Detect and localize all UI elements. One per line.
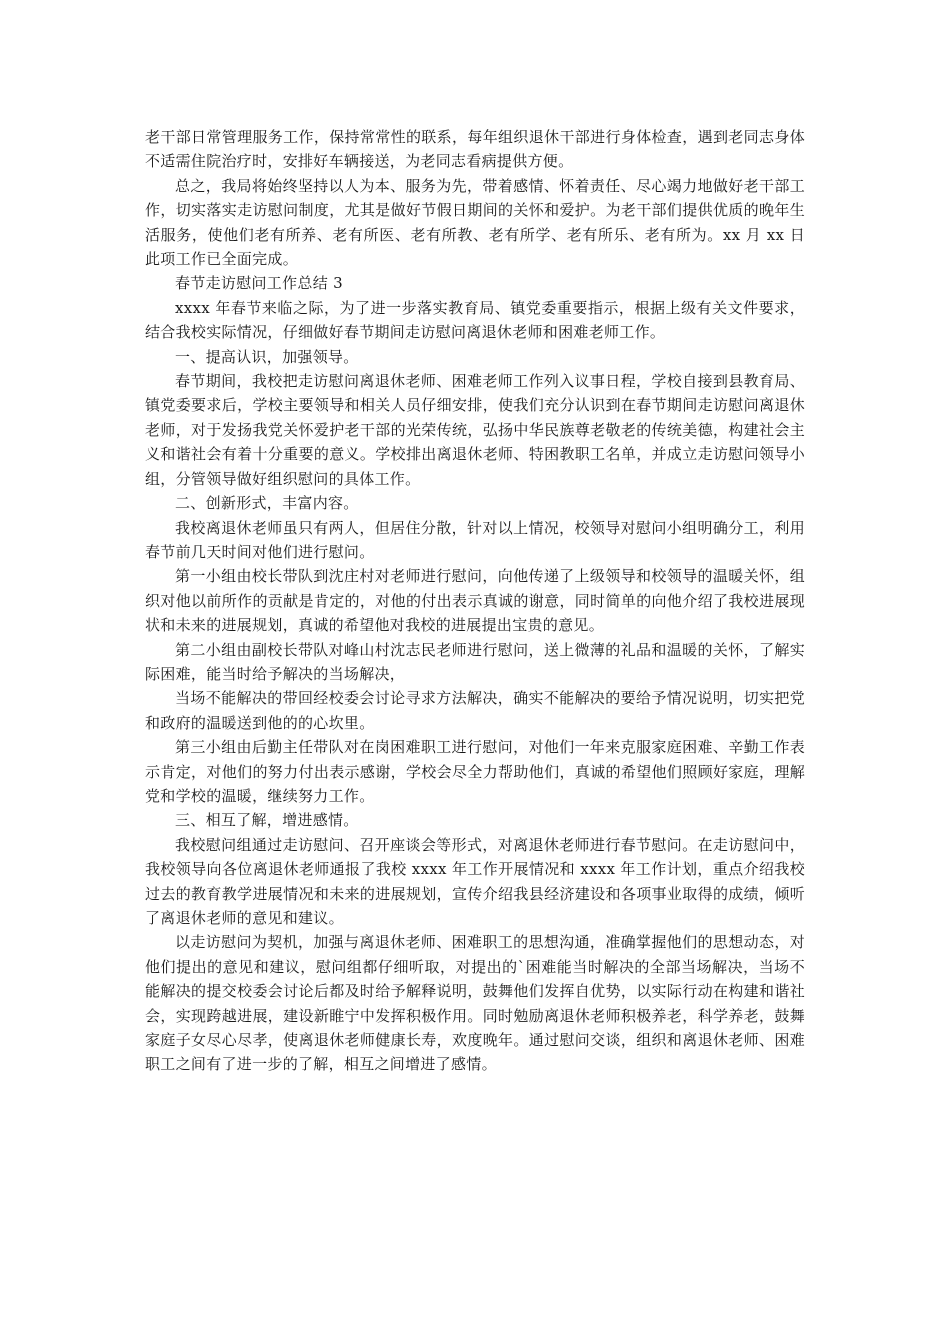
paragraph-summary: 总之，我局将始终坚持以人为本、服务为先，带着感情、怀着责任、尽心竭力地做好老干部工作，切实落实走访慰问制度，尤其是做好节假日期间的关怀和爱护。为老干部们提供优质的晚年生活服务，使他们老有所养、老有所医、老有所教、老有所学、老有所乐、老有所为。xx 月 xx 日此项工作已全面完成。 xyxy=(145,176,805,269)
paragraph: 第一小组由校长带队到沈庄村对老师进行慰问，向他传递了上级领导和校领导的温暖关怀，组织对他以前所作的贡献是肯定的，对他的付出表示真诚的谢意，同时简单的向他介绍了我校进展现状和未来的进展规划，真诚的希望他对我校的进展提出宝贵的意见。 xyxy=(145,567,805,635)
heading-three: 三、相互了解，增进感情。 xyxy=(175,811,359,830)
paragraph: 以走访慰问为契机，加强与离退休老师、困难职工的思想沟通，准确掌握他们的思想动态，对他们提出的意见和建议，慰问组都仔细听取，对提出的`困难能当时解决的全部当场解决，当场不能解决的提交校委会讨论后都及时给予解释说明，鼓舞他们发挥自优势，以实际行动在构建和谐社会，实现跨越进展，建设新睢宁中发挥积极作用。同时勉励离退休老师积极养老，科学养老，鼓舞家庭子女尽心尽孝，使离退休老师健康长寿，欢度晚年。通过慰问交谈，组织和离退休老师、困难职工之间有了进一步的了解，相互之间增进了感情。 xyxy=(145,933,805,1074)
paragraph: 我校离退休老师虽只有两人，但居住分散，针对以上情况，校领导对慰问小组明确分工，利用春节前几天时间对他们进行慰问。 xyxy=(145,518,805,561)
section-title: 春节走访慰问工作总结 3 xyxy=(175,274,343,293)
paragraph: 第二小组由副校长带队对峰山村沈志民老师进行慰问，送上微薄的礼品和温暖的关怀，了解实际困难，能当时给予解决的当场解决， xyxy=(145,640,805,683)
paragraph: 第三小组由后勤主任带队对在岗困难职工进行慰问，对他们一年来克服家庭困难、辛勤工作表示肯定，对他们的努力付出表示感谢，学校会尽全力帮助他们，真诚的希望他们照顾好家庭，理解党和学校的温暖，继续努力工作。 xyxy=(145,738,805,805)
paragraph-intro: xxxx 年春节来临之际，为了进一步落实教育局、镇党委重要指示，根据上级有关文件要求，结合我校实际情况，仔细做好春节期间走访慰问离退休老师和困难老师工作。 xyxy=(145,298,805,342)
paragraph-continued: 老干部日常管理服务工作，保持常常性的联系，每年组织退休干部进行身体检查，遇到老同志身体不适需住院治疗时，安排好车辆接送，为老同志看病提供方便。 xyxy=(145,128,805,171)
heading-one: 一、提高认识，加强领导。 xyxy=(175,347,359,366)
document-body xyxy=(145,125,805,1077)
paragraph: 当场不能解决的带回经校委会讨论寻求方法解决，确实不能解决的要给予情况说明，切实把党和政府的温暖送到他的的心坎里。 xyxy=(145,689,805,732)
paragraph: 春节期间，我校把走访慰问离退休老师、困难老师工作列入议事日程，学校自接到县教育局、镇党委要求后，学校主要领导和相关人员仔细安排，使我们充分认识到在春节期间走访慰问离退休老师，对于发扬我党关怀爱护老干部的光荣传统，弘扬中华民族尊老敬老的传统美德，构建社会主义和谐社会有着十分重要的意义。学校排出离退休老师、特困教职工名单，并成立走访慰问领导小组，分管领导做好组织慰问的具体工作。 xyxy=(145,372,805,488)
paragraph: 我校慰问组通过走访慰问、召开座谈会等形式，对离退休老师进行春节慰问。在走访慰问中，我校领导向各位离退休老师通报了我校 xxxx 年工作开展情况和 xxxx 年工作计划，重点介绍我校过去的教育教学进展情况和未来的进展规划，宣传介绍我县经济建设和各项事业取得的成绩，倾听了离退休老师的意见和建议。 xyxy=(145,835,805,927)
heading-two: 二、创新形式，丰富内容。 xyxy=(175,494,359,513)
